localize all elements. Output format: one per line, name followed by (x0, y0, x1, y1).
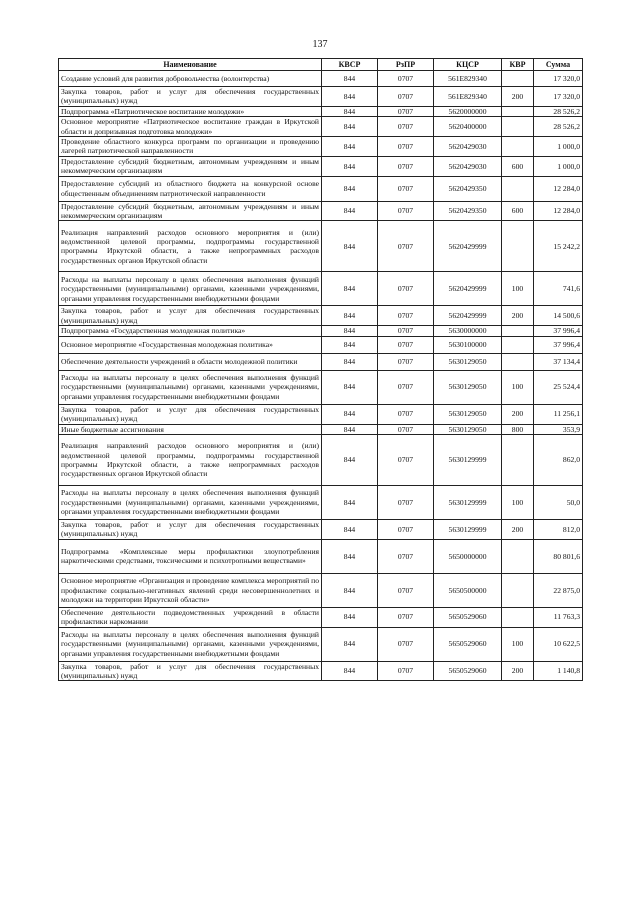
cell-kvr: 600 (502, 201, 534, 221)
cell-kvsr: 844 (322, 370, 378, 404)
cell-sum: 50,0 (534, 485, 583, 519)
header-name: Наименование (59, 59, 322, 71)
cell-sum: 11 763,3 (534, 607, 583, 627)
cell-kvr (502, 353, 534, 370)
cell-kcsr: 5650000000 (434, 539, 502, 573)
cell-kcsr: 5620400000 (434, 117, 502, 137)
cell-rzpr: 0707 (378, 661, 434, 681)
cell-kvsr: 844 (322, 306, 378, 326)
table-row (59, 221, 583, 272)
table-row (59, 201, 583, 221)
cell-kvsr: 844 (322, 117, 378, 137)
cell-rzpr: 0707 (378, 326, 434, 336)
cell-kvsr: 844 (322, 272, 378, 306)
cell-sum: 37 996,4 (534, 336, 583, 353)
cell-kvsr: 844 (322, 201, 378, 221)
cell-kcsr: 5620429030 (434, 137, 502, 157)
cell-name: Создание условий для развития добровольчества (волонтерства) (59, 71, 322, 87)
cell-rzpr: 0707 (378, 156, 434, 176)
cell-rzpr: 0707 (378, 627, 434, 661)
cell-rzpr: 0707 (378, 370, 434, 404)
table-row (59, 87, 583, 107)
cell-kvr (502, 326, 534, 336)
cell-kvsr: 844 (322, 87, 378, 107)
cell-sum: 17 320,0 (534, 71, 583, 87)
cell-name: Иные бюджетные ассигнования (59, 424, 322, 434)
cell-kvsr: 844 (322, 137, 378, 157)
cell-kcsr: 561E829340 (434, 87, 502, 107)
cell-kvsr: 844 (322, 221, 378, 272)
cell-name: Закупка товаров, работ и услуг для обеспечения государственных (муниципальных) нужд (59, 404, 322, 424)
cell-sum: 353,9 (534, 424, 583, 434)
cell-kvsr: 844 (322, 106, 378, 116)
cell-sum: 28 526,2 (534, 117, 583, 137)
table-body (59, 71, 583, 681)
cell-sum: 10 622,5 (534, 627, 583, 661)
table-row (59, 137, 583, 157)
cell-kcsr: 5620429999 (434, 221, 502, 272)
cell-name: Реализация направлений расходов основного мероприятия и (или) ведомственной целевой программы, подпрограммы государственной программы Иркутской области, а также непрограммных расходов государственных органов Иркутской области (59, 434, 322, 485)
table-row (59, 519, 583, 539)
cell-kvsr: 844 (322, 485, 378, 519)
cell-sum: 1 000,0 (534, 137, 583, 157)
table-row (59, 306, 583, 326)
cell-sum: 14 500,6 (534, 306, 583, 326)
cell-rzpr: 0707 (378, 336, 434, 353)
cell-kvr (502, 539, 534, 573)
cell-name: Основное мероприятие «Патриотическое воспитание граждан в Иркутской области и допризывная подготовка молодежи» (59, 117, 322, 137)
table-row (59, 370, 583, 404)
cell-name: Закупка товаров, работ и услуг для обеспечения государственных (муниципальных) нужд (59, 661, 322, 681)
cell-name: Расходы на выплаты персоналу в целях обеспечения выполнения функций государственными (муниципальными) органами, казенными учреждениями, органами управления государственными внебюджетными фондами (59, 485, 322, 519)
cell-kcsr: 5650529060 (434, 607, 502, 627)
cell-name: Расходы на выплаты персоналу в целях обеспечения выполнения функций государственными (муниципальными) органами, казенными учреждениями, органами управления государственными внебюджетными фондами (59, 370, 322, 404)
header-kvr: КВР (502, 59, 534, 71)
cell-kcsr: 5630129050 (434, 370, 502, 404)
cell-sum: 741,6 (534, 272, 583, 306)
cell-kvr (502, 176, 534, 201)
table-row (59, 272, 583, 306)
table-row (59, 424, 583, 434)
table-row (59, 326, 583, 336)
cell-sum: 11 256,1 (534, 404, 583, 424)
cell-kcsr: 5630100000 (434, 336, 502, 353)
cell-rzpr: 0707 (378, 434, 434, 485)
cell-name: Подпрограмма «Государственная молодежная политика» (59, 326, 322, 336)
cell-kcsr: 5620000000 (434, 106, 502, 116)
cell-rzpr: 0707 (378, 573, 434, 607)
cell-name: Реализация направлений расходов основного мероприятия и (или) ведомственной целевой программы, подпрограммы государственной программы Иркутской области, а также непрограммных расходов государственных органов Иркутской области (59, 221, 322, 272)
cell-kcsr: 5650529060 (434, 627, 502, 661)
cell-sum: 1 000,0 (534, 156, 583, 176)
cell-kvsr: 844 (322, 156, 378, 176)
cell-rzpr: 0707 (378, 106, 434, 116)
cell-rzpr: 0707 (378, 424, 434, 434)
cell-kvsr: 844 (322, 176, 378, 201)
table-row (59, 661, 583, 681)
table-row (59, 607, 583, 627)
cell-rzpr: 0707 (378, 272, 434, 306)
table-row (59, 627, 583, 661)
table-header-row (59, 59, 583, 71)
cell-kvr: 100 (502, 272, 534, 306)
cell-sum: 28 526,2 (534, 106, 583, 116)
cell-sum: 812,0 (534, 519, 583, 539)
cell-kvsr: 844 (322, 627, 378, 661)
cell-sum: 80 801,6 (534, 539, 583, 573)
cell-sum: 12 284,0 (534, 201, 583, 221)
cell-kvr: 100 (502, 485, 534, 519)
cell-sum: 1 140,8 (534, 661, 583, 681)
cell-name: Проведение областного конкурса программ по организации и проведению лагерей патриотической направленности (59, 137, 322, 157)
cell-kvr (502, 573, 534, 607)
cell-rzpr: 0707 (378, 607, 434, 627)
cell-name: Предоставление субсидий бюджетным, автономным учреждениям и иным некоммерческим организациям (59, 156, 322, 176)
cell-kcsr: 5630129050 (434, 424, 502, 434)
cell-name: Закупка товаров, работ и услуг для обеспечения государственных (муниципальных) нужд (59, 519, 322, 539)
table-row (59, 71, 583, 87)
cell-kvr (502, 336, 534, 353)
cell-kvsr: 844 (322, 336, 378, 353)
cell-rzpr: 0707 (378, 221, 434, 272)
cell-kcsr: 5620429350 (434, 176, 502, 201)
cell-rzpr: 0707 (378, 201, 434, 221)
table-row (59, 156, 583, 176)
cell-name: Расходы на выплаты персоналу в целях обеспечения выполнения функций государственными (муниципальными) органами, казенными учреждениями, органами управления государственными внебюджетными фондами (59, 272, 322, 306)
table-row (59, 106, 583, 116)
cell-name: Основное мероприятие «Организация и проведение комплекса мероприятий по профилактике социально-негативных явлений среди несовершеннолетних и молодежи на территории Иркутской области» (59, 573, 322, 607)
cell-sum: 37 134,4 (534, 353, 583, 370)
table-row (59, 404, 583, 424)
header-sum: Сумма (534, 59, 583, 71)
cell-kvr: 200 (502, 87, 534, 107)
cell-kcsr: 5630129050 (434, 404, 502, 424)
table-row (59, 539, 583, 573)
cell-kvsr: 844 (322, 607, 378, 627)
cell-sum: 862,0 (534, 434, 583, 485)
cell-kvr (502, 106, 534, 116)
cell-sum: 22 875,0 (534, 573, 583, 607)
cell-name: Обеспечение деятельности учреждений в области молодежной политики (59, 353, 322, 370)
cell-rzpr: 0707 (378, 519, 434, 539)
cell-name: Закупка товаров, работ и услуг для обеспечения государственных (муниципальных) нужд (59, 87, 322, 107)
cell-name: Предоставление субсидий бюджетным, автономным учреждениям и иным некоммерческим организациям (59, 201, 322, 221)
cell-name: Подпрограмма «Патриотическое воспитание молодежи» (59, 106, 322, 116)
cell-kvsr: 844 (322, 661, 378, 681)
table-row (59, 573, 583, 607)
cell-rzpr: 0707 (378, 485, 434, 519)
cell-kvr (502, 607, 534, 627)
cell-kvr (502, 117, 534, 137)
cell-kcsr: 561E829340 (434, 71, 502, 87)
cell-rzpr: 0707 (378, 306, 434, 326)
cell-sum: 37 996,4 (534, 326, 583, 336)
cell-kcsr: 5630129999 (434, 519, 502, 539)
cell-kvsr: 844 (322, 404, 378, 424)
header-kvsr: КВСР (322, 59, 378, 71)
table-row (59, 434, 583, 485)
cell-sum: 12 284,0 (534, 176, 583, 201)
cell-rzpr: 0707 (378, 176, 434, 201)
cell-kvr: 100 (502, 627, 534, 661)
cell-kcsr: 5630129999 (434, 485, 502, 519)
cell-kcsr: 5630129999 (434, 434, 502, 485)
cell-kvr: 800 (502, 424, 534, 434)
cell-sum: 17 320,0 (534, 87, 583, 107)
cell-kvr: 200 (502, 519, 534, 539)
cell-rzpr: 0707 (378, 117, 434, 137)
cell-name: Расходы на выплаты персоналу в целях обеспечения выполнения функций государственными (муниципальными) органами, казенными учреждениями, органами управления государственными внебюджетными фондами (59, 627, 322, 661)
cell-kvsr: 844 (322, 519, 378, 539)
cell-kcsr: 5620429999 (434, 272, 502, 306)
cell-kvr: 200 (502, 306, 534, 326)
cell-kvr: 600 (502, 156, 534, 176)
cell-kcsr: 5650529060 (434, 661, 502, 681)
cell-kvr: 200 (502, 661, 534, 681)
cell-name: Закупка товаров, работ и услуг для обеспечения государственных (муниципальных) нужд (59, 306, 322, 326)
cell-kvsr: 844 (322, 424, 378, 434)
cell-name: Подпрограмма «Комплексные меры профилактики злоупотребления наркотическими средствами, токсическими и психотропными веществами» (59, 539, 322, 573)
cell-name: Обеспечение деятельности подведомственных учреждений в области профилактики наркомании (59, 607, 322, 627)
table-row (59, 336, 583, 353)
cell-kvsr: 844 (322, 573, 378, 607)
cell-rzpr: 0707 (378, 404, 434, 424)
cell-kvr (502, 71, 534, 87)
cell-rzpr: 0707 (378, 71, 434, 87)
cell-sum: 15 242,2 (534, 221, 583, 272)
cell-name: Предоставление субсидий из областного бюджета на конкурсной основе общественным объединениям патриотической направленности (59, 176, 322, 201)
page-number: 137 (312, 39, 328, 50)
cell-rzpr: 0707 (378, 87, 434, 107)
cell-kvr: 100 (502, 370, 534, 404)
cell-rzpr: 0707 (378, 137, 434, 157)
cell-kcsr: 5620429350 (434, 201, 502, 221)
cell-kvsr: 844 (322, 326, 378, 336)
cell-kvsr: 844 (322, 353, 378, 370)
cell-rzpr: 0707 (378, 353, 434, 370)
cell-kcsr: 5620429030 (434, 156, 502, 176)
cell-kvsr: 844 (322, 539, 378, 573)
cell-name: Основное мероприятие «Государственная молодежная политика» (59, 336, 322, 353)
budget-table (58, 58, 583, 681)
table-row (59, 485, 583, 519)
cell-kvr: 200 (502, 404, 534, 424)
cell-kvsr: 844 (322, 71, 378, 87)
table-row (59, 353, 583, 370)
cell-kcsr: 5630000000 (434, 326, 502, 336)
cell-kcsr: 5650500000 (434, 573, 502, 607)
table-row (59, 176, 583, 201)
cell-kvr (502, 434, 534, 485)
header-rzpr: РзПР (378, 59, 434, 71)
cell-kvsr: 844 (322, 434, 378, 485)
header-kcsr: КЦСР (434, 59, 502, 71)
cell-kcsr: 5630129050 (434, 353, 502, 370)
cell-rzpr: 0707 (378, 539, 434, 573)
cell-kvr (502, 137, 534, 157)
cell-sum: 25 524,4 (534, 370, 583, 404)
cell-kvr (502, 221, 534, 272)
cell-kcsr: 5620429999 (434, 306, 502, 326)
table-row (59, 117, 583, 137)
